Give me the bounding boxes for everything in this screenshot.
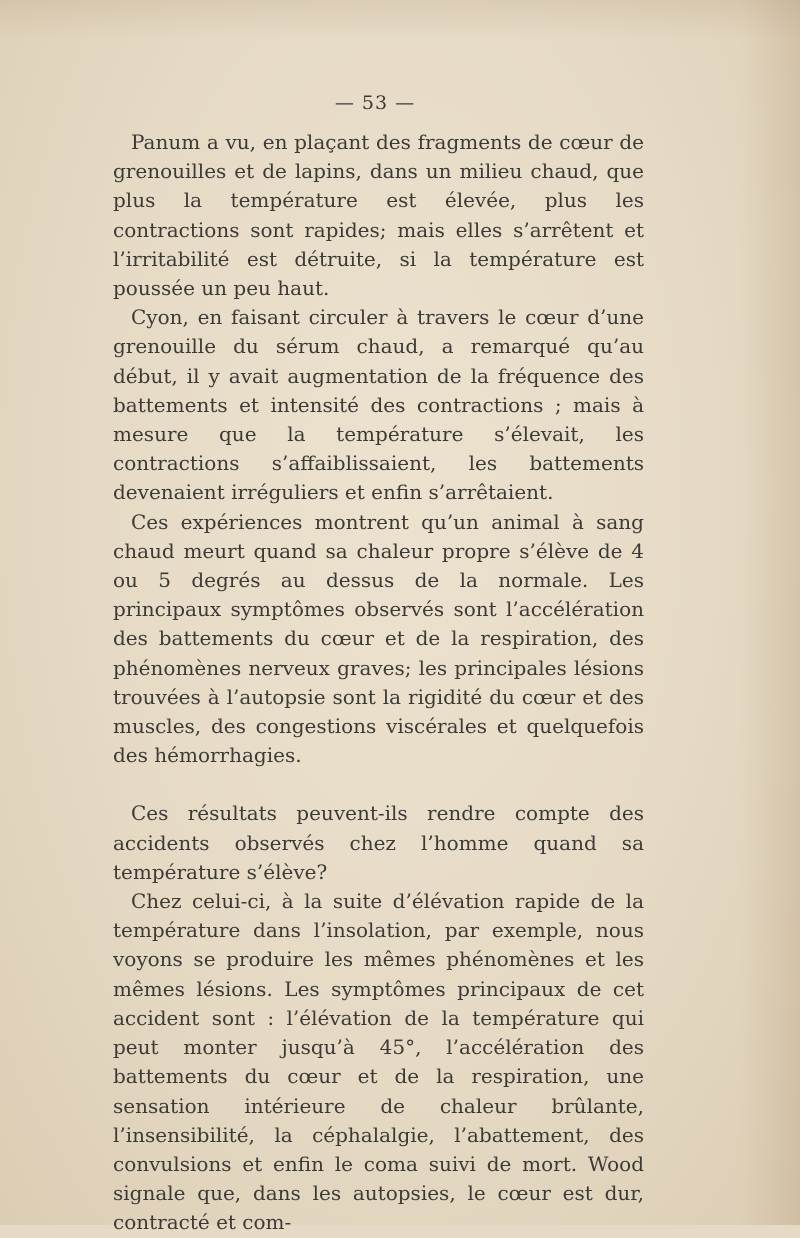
page-shading-right	[740, 0, 800, 1225]
paragraph-insolation: Chez celui-ci, à la suite d’élévation rapide de la température dans l’insolation, par exemple, nous voyons se produire les mêmes phénomènes et les mêmes lésions. Les symptômes principaux de cet accident sont : l’élévation de la température qui peut monter jusqu’à 45°, l’accélération des battements du cœur et de la respiration, une sensation intérieure de chaleur brûlante, l’insensibilité, la céphalalgie, l’abattement, des convulsions et enfin le coma suivi de mort. Wood signale que, dans les autopsies, le cœur est dur, contracté et com-	[113, 889, 644, 1235]
body-text	[113, 128, 644, 1238]
page-number: — 53 —	[334, 92, 416, 114]
paragraph-cyon: Cyon, en faisant circuler à travers le cœur d’une grenouille du sérum chaud, a remarqué qu’au début, il y avait augmentation de la fréquence des battements et intensité des contractions ; mais à mesure que la température s’élevait, les contractions s’affaiblissaient, les battements devenaient irréguliers et enfin s’arrêtaient.	[113, 305, 644, 505]
paragraph-experiences: Ces expériences montrent qu’un animal à sang chaud meurt quand sa chaleur propre s’élève de 4 ou 5 degrés au dessus de la normale. Les principaux symptômes observés sont l’accélération des battements du cœur et de la respiration, des phénomènes nerveux graves; les principales lésions trouvées à l’autopsie sont la rigidité du cœur et des muscles, des congestions viscérales et quelquefois des hémorrhagies.	[113, 509, 644, 768]
page-shading-top	[0, 0, 800, 40]
paragraph-question: Ces résultats peuvent-ils rendre compte des accidents observés chez l’homme quand sa température s’élève?	[113, 801, 644, 884]
paragraph-panum: Panum a vu, en plaçant des fragments de cœur de grenouilles et de lapins, dans un milieu chaud, que plus la température est élevée, plus les contractions sont rapides; mais elles s’arrêtent et l’irritabilité est détruite, si la température est poussée un peu haut.	[113, 130, 644, 301]
